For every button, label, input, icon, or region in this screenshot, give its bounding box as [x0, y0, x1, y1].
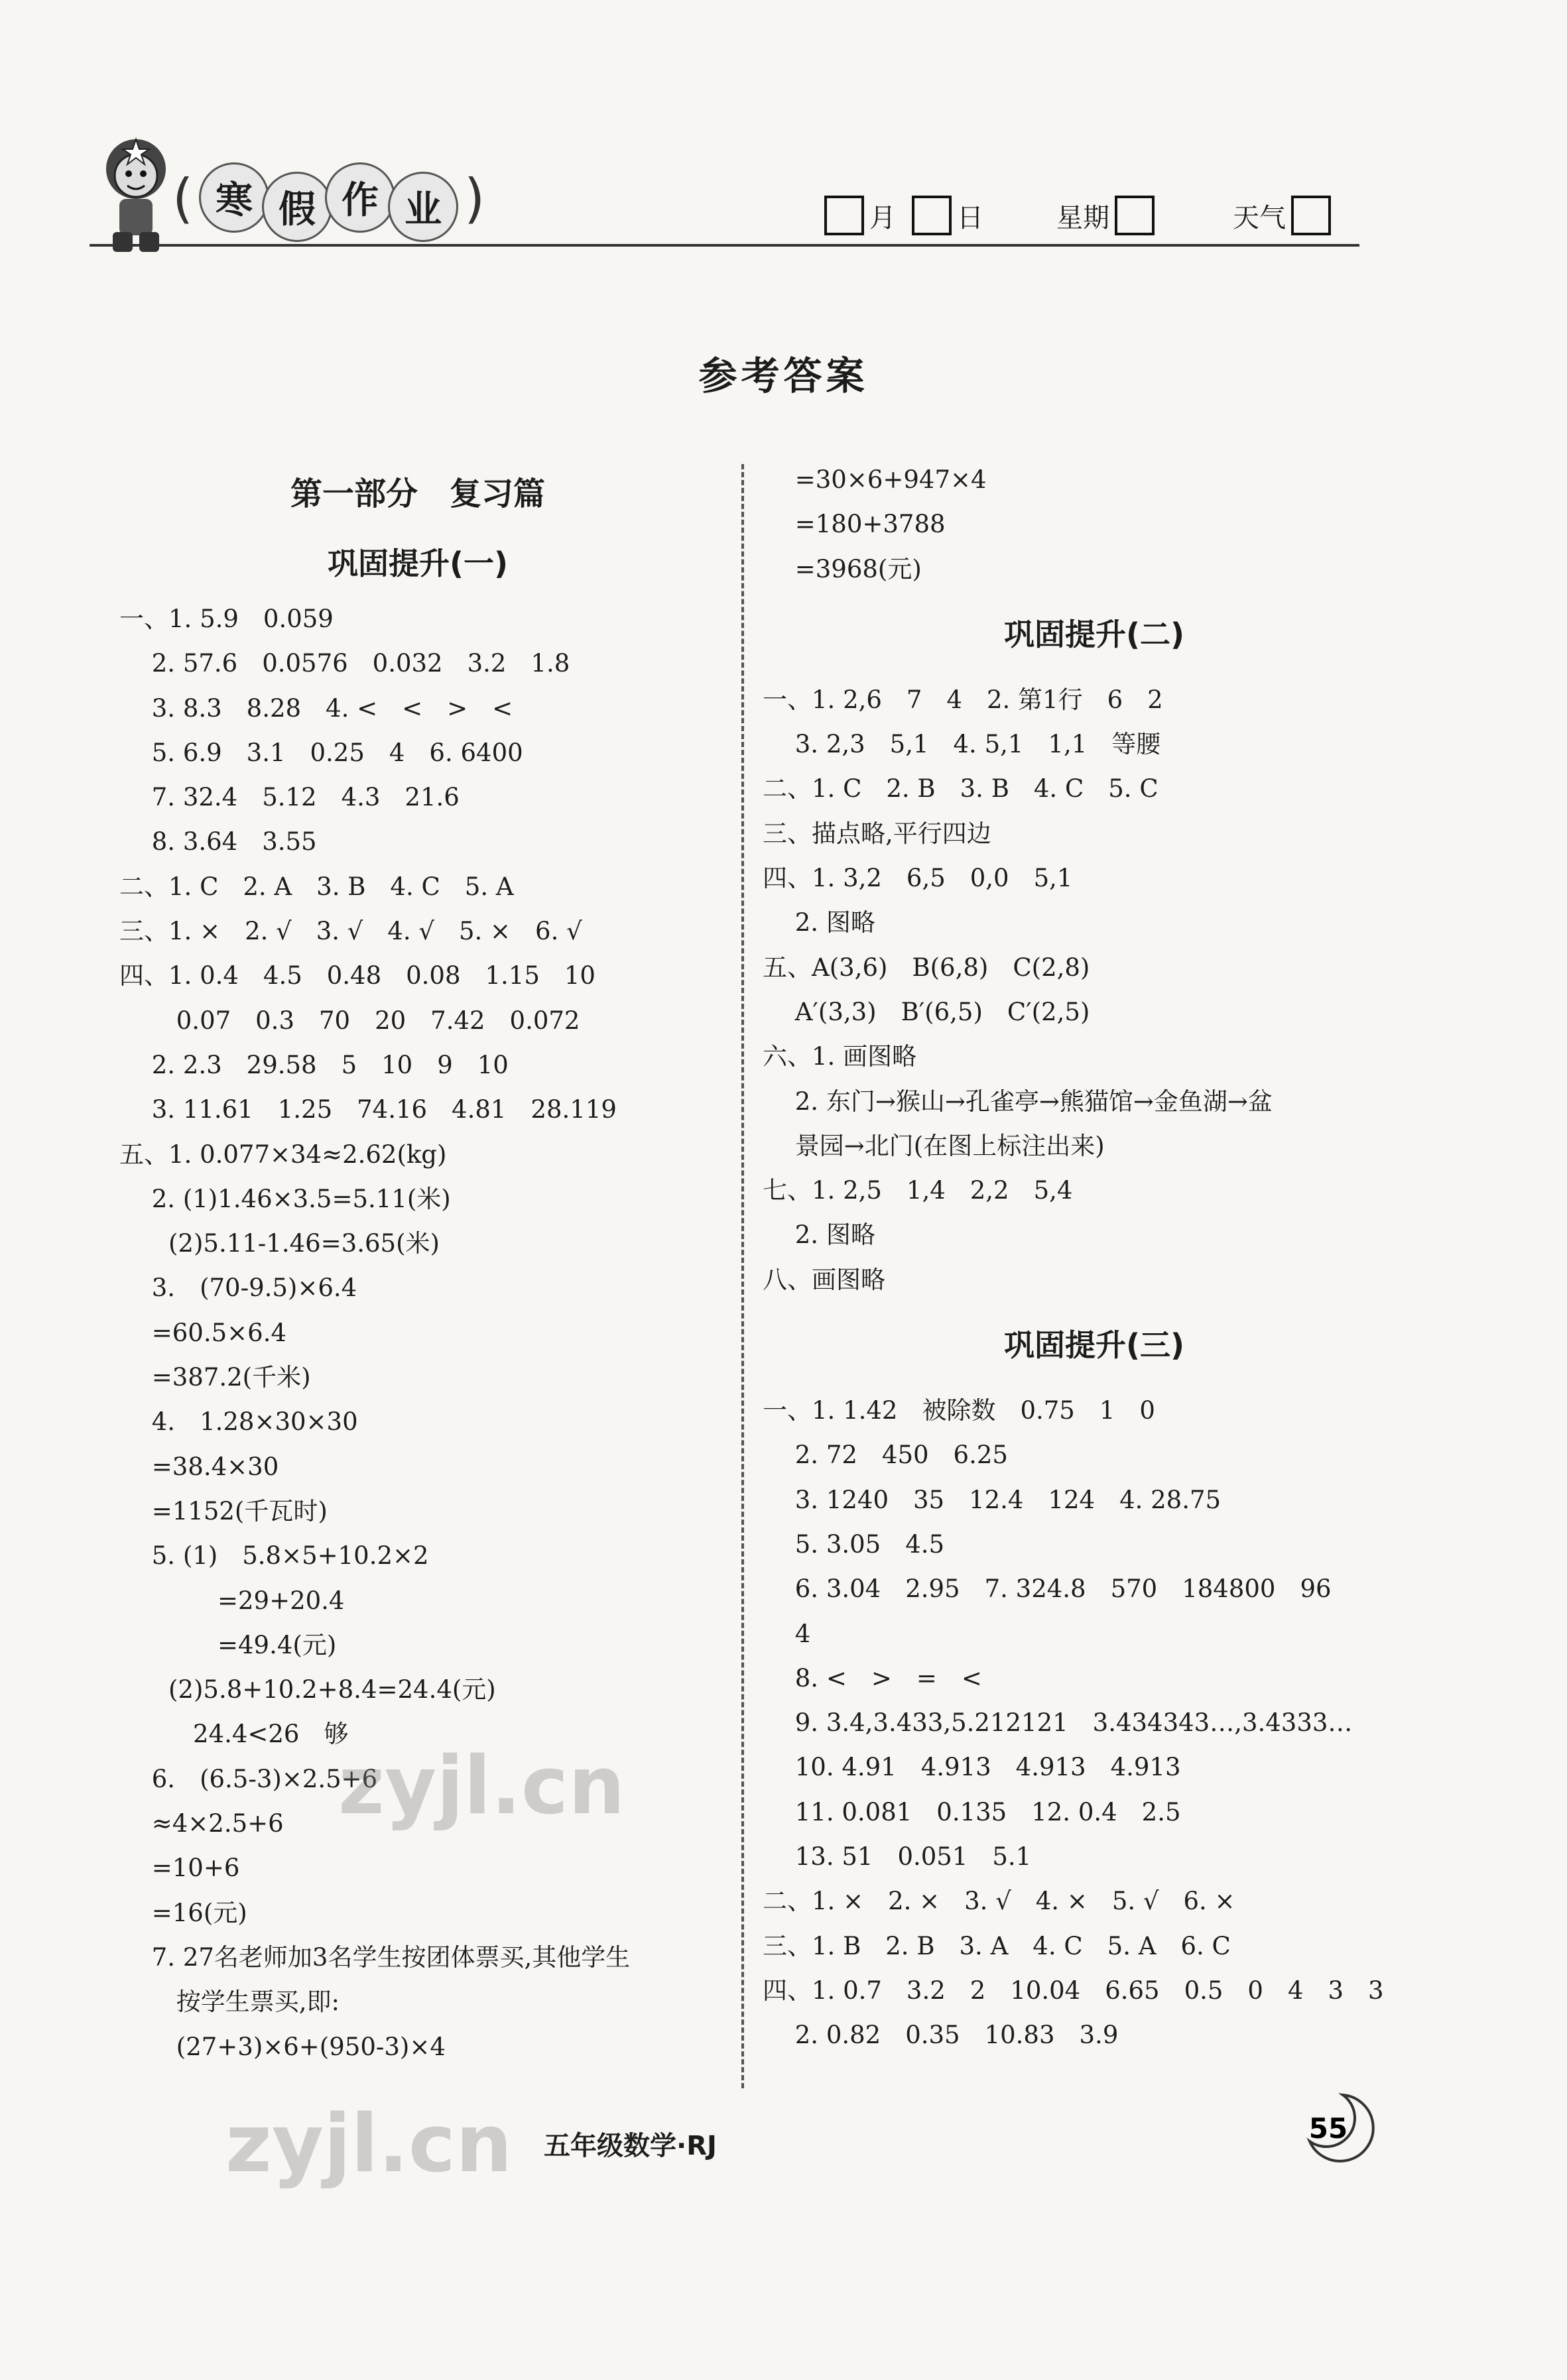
- answer-line: 24.4<26 够: [119, 1720, 349, 1749]
- answer-line: 7. 32.4 5.12 4.3 21.6: [119, 783, 460, 812]
- badge-char-1: 寒: [199, 162, 269, 233]
- page-title: 参考答案: [698, 353, 869, 398]
- answer-line: 2. 东门→猴山→孔雀亭→熊猫馆→金鱼湖→盆: [763, 1087, 1273, 1116]
- badge-char-2: 假: [262, 172, 332, 242]
- page-header: [93, 133, 1359, 259]
- answer-line: =387.2(千米): [119, 1363, 311, 1392]
- weekday-box[interactable]: [1115, 196, 1155, 235]
- answer-line: =180+3788: [763, 510, 946, 539]
- answer-line: 四、1. 0.7 3.2 2 10.04 6.65 0.5 0 4 3 3: [763, 1976, 1384, 2005]
- answer-line: 按学生票买,即:: [119, 1988, 340, 2017]
- answer-line: =3968(元): [763, 554, 922, 583]
- answer-line: 2. 0.82 0.35 10.83 3.9: [763, 2021, 1119, 2050]
- answer-line: 0.07 0.3 70 20 7.42 0.072: [119, 1006, 580, 1035]
- answer-line: 2. 57.6 0.0576 0.032 3.2 1.8: [119, 649, 570, 678]
- answer-line: 3. (70-9.5)×6.4: [119, 1274, 357, 1303]
- answer-line: =29+20.4: [119, 1586, 345, 1615]
- weather-label: 天气: [1233, 202, 1286, 233]
- left-answer-list: [119, 597, 716, 2069]
- header-rule: [90, 244, 1359, 247]
- answer-line: =30×6+947×4: [763, 465, 987, 494]
- answer-line: 6. 3.04 2.95 7. 324.8 570 184800 96: [763, 1575, 1332, 1604]
- answer-line: (2)5.8+10.2+8.4=24.4(元): [119, 1675, 496, 1704]
- answer-line: 8. < > = <: [763, 1663, 982, 1693]
- answer-line: 2. 图略: [763, 908, 875, 937]
- answer-line: 3. 8.3 8.28 4. < < > <: [119, 693, 513, 723]
- answer-line: 二、1. C 2. A 3. B 4. C 5. A: [119, 872, 514, 901]
- answer-line: 3. 1240 35 12.4 124 4. 28.75: [763, 1485, 1222, 1514]
- answer-line: 2. 图略: [763, 1220, 875, 1250]
- answer-line: 七、1. 2,5 1,4 2,2 5,4: [763, 1176, 1073, 1205]
- answer-line: 5. 6.9 3.1 0.25 4 6. 6400: [119, 738, 523, 767]
- answer-line: ≈4×2.5+6: [119, 1809, 284, 1838]
- page-number: 55: [1308, 2112, 1348, 2145]
- answer-line: 三、描点略,平行四边: [763, 819, 991, 848]
- answer-line: =49.4(元): [119, 1630, 337, 1659]
- section-title-2: 巩固提升(二): [1003, 616, 1185, 652]
- date-fields: [819, 192, 1336, 239]
- answer-line: 一、1. 2,6 7 4 2. 第1行 6 2: [763, 685, 1163, 714]
- answer-line: 三、1. × 2. √ 3. √ 4. √ 5. × 6. √: [119, 917, 582, 946]
- answer-line: 四、1. 3,2 6,5 0,0 5,1: [763, 864, 1073, 893]
- answer-line: A′(3,3) B′(6,5) C′(2,5): [763, 997, 1090, 1026]
- answer-line: 景园→北门(在图上标注出来): [763, 1131, 1105, 1160]
- answer-line: 一、1. 5.9 0.059: [119, 605, 334, 633]
- answer-line: =1152(千瓦时): [119, 1496, 328, 1525]
- answer-line: =60.5×6.4: [119, 1318, 286, 1347]
- day-box[interactable]: [912, 196, 952, 235]
- section3-answer-list: [763, 1388, 1426, 2057]
- answer-line: 7. 27名老师加3名学生按团体票买,其他学生: [119, 1942, 631, 1972]
- answer-line: 11. 0.081 0.135 12. 0.4 2.5: [763, 1797, 1181, 1826]
- answer-line: 五、A(3,6) B(6,8) C(2,8): [763, 953, 1090, 982]
- answer-line: 9. 3.4,3.433,5.212121 3.434343…,3.4333…: [763, 1708, 1353, 1738]
- winter-homework-badge: ( 寒 假 作 业 ): [172, 162, 477, 242]
- month-label: 月: [869, 202, 896, 233]
- page-number-badge: [1296, 2088, 1376, 2168]
- answer-line: 3. 11.61 1.25 74.16 4.81 28.119: [119, 1095, 617, 1124]
- watermark-mid: zyjl.cn: [338, 1740, 625, 1832]
- answer-line: 6. (6.5-3)×2.5+6: [119, 1764, 378, 1793]
- answer-line: (2)5.11-1.46=3.65(米): [119, 1229, 440, 1258]
- answer-line: =10+6: [119, 1854, 240, 1883]
- part-title: 第一部分 复习篇: [290, 475, 545, 512]
- answer-line: 4. 1.28×30×30: [119, 1407, 358, 1437]
- weekday-label: 星期: [1056, 202, 1109, 233]
- watermark-bottom: zyjl.cn: [225, 2098, 513, 2190]
- answer-line: 二、1. × 2. × 3. √ 4. × 5. √ 6. ×: [763, 1887, 1235, 1916]
- answer-line: =16(元): [119, 1898, 247, 1927]
- section-title-1: 巩固提升(一): [327, 546, 509, 581]
- answer-line: 2. 2.3 29.58 5 10 9 10: [119, 1050, 509, 1079]
- answer-line: 五、1. 0.077×34≈2.62(kg): [119, 1140, 447, 1169]
- answer-line: 二、1. C 2. B 3. B 4. C 5. C: [763, 774, 1159, 803]
- answer-line: 2. 72 450 6.25: [763, 1441, 1008, 1470]
- answer-line: 13. 51 0.051 5.1: [763, 1842, 1032, 1872]
- badge-char-4: 业: [388, 172, 458, 242]
- answer-line: 八、画图略: [763, 1265, 885, 1294]
- badge-char-3: 作: [325, 162, 395, 233]
- answer-line: 4: [763, 1619, 811, 1648]
- answer-line: 2. (1)1.46×3.5=5.11(米): [119, 1184, 451, 1213]
- right-column: [763, 457, 1426, 2058]
- answer-line: 六、1. 画图略: [763, 1042, 917, 1071]
- answer-line: 三、1. B 2. B 3. A 4. C 5. A 6. C: [763, 1931, 1231, 1960]
- answer-line: 四、1. 0.4 4.5 0.48 0.08 1.15 10: [119, 961, 595, 990]
- answer-line: 5. 3.05 4.5: [763, 1529, 945, 1559]
- footer-label: 五年级数学·RJ: [544, 2131, 717, 2161]
- mascot-icon: [93, 133, 179, 259]
- answer-line: =38.4×30: [119, 1452, 279, 1481]
- weather-box[interactable]: [1291, 196, 1331, 235]
- answer-line: (27+3)×6+(950-3)×4: [119, 2032, 446, 2061]
- answer-line: 8. 3.64 3.55: [119, 827, 317, 857]
- answer-line: 5. (1) 5.8×5+10.2×2: [119, 1541, 429, 1571]
- column-divider: [741, 464, 744, 2088]
- month-box[interactable]: [824, 196, 864, 235]
- day-label: 日: [957, 202, 983, 233]
- answer-line: 10. 4.91 4.913 4.913 4.913: [763, 1753, 1181, 1782]
- answer-line: 3. 2,3 5,1 4. 5,1 1,1 等腰: [763, 730, 1161, 759]
- section-title-3: 巩固提升(三): [1003, 1327, 1185, 1364]
- answer-line: 一、1. 1.42 被除数 0.75 1 0: [763, 1396, 1155, 1425]
- right-continued-list: [763, 457, 1426, 591]
- section2-answer-list: [763, 678, 1426, 1302]
